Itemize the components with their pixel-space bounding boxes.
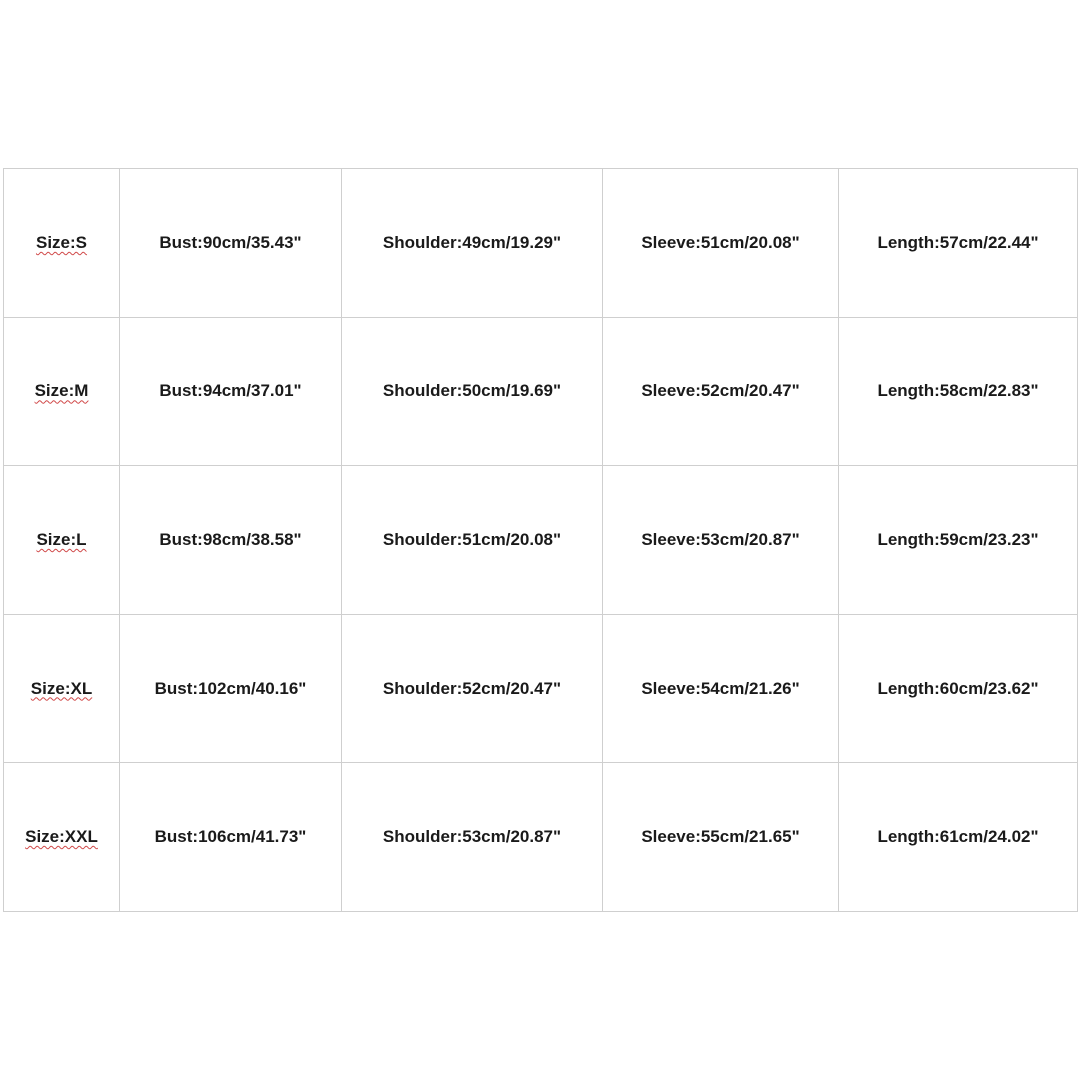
size-label: Size:XXL: [25, 827, 98, 847]
length-cell: Length:61cm/24.02": [839, 763, 1078, 912]
length-cell: Length:60cm/23.62": [839, 614, 1078, 763]
sleeve-cell: Sleeve:55cm/21.65": [603, 763, 839, 912]
bust-cell: Bust:90cm/35.43": [120, 169, 342, 318]
size-chart-table: [3, 168, 1078, 912]
sleeve-cell: Sleeve:54cm/21.26": [603, 614, 839, 763]
table-row: [4, 763, 1078, 912]
size-cell: [4, 317, 120, 466]
length-cell: Length:57cm/22.44": [839, 169, 1078, 318]
table-row: [4, 169, 1078, 318]
bust-cell: Bust:94cm/37.01": [120, 317, 342, 466]
shoulder-cell: Shoulder:53cm/20.87": [342, 763, 603, 912]
size-label: Size:XL: [30, 678, 93, 698]
size-cell: [4, 466, 120, 615]
size-cell: [4, 169, 120, 318]
size-label: Size:M: [34, 381, 89, 401]
bust-cell: Bust:106cm/41.73": [120, 763, 342, 912]
sleeve-cell: Sleeve:51cm/20.08": [603, 169, 839, 318]
shoulder-cell: Shoulder:50cm/19.69": [342, 317, 603, 466]
table-row: [4, 614, 1078, 763]
size-cell: [4, 614, 120, 763]
shoulder-cell: Shoulder:51cm/20.08": [342, 466, 603, 615]
length-cell: Length:59cm/23.23": [839, 466, 1078, 615]
length-cell: Length:58cm/22.83": [839, 317, 1078, 466]
bust-cell: Bust:102cm/40.16": [120, 614, 342, 763]
size-label: Size:S: [35, 232, 88, 252]
table-row: [4, 317, 1078, 466]
shoulder-cell: Shoulder:49cm/19.29": [342, 169, 603, 318]
shoulder-cell: Shoulder:52cm/20.47": [342, 614, 603, 763]
table-row: [4, 466, 1078, 615]
size-label: Size:L: [36, 529, 87, 549]
bust-cell: Bust:98cm/38.58": [120, 466, 342, 615]
size-cell: [4, 763, 120, 912]
sleeve-cell: Sleeve:53cm/20.87": [603, 466, 839, 615]
sleeve-cell: Sleeve:52cm/20.47": [603, 317, 839, 466]
